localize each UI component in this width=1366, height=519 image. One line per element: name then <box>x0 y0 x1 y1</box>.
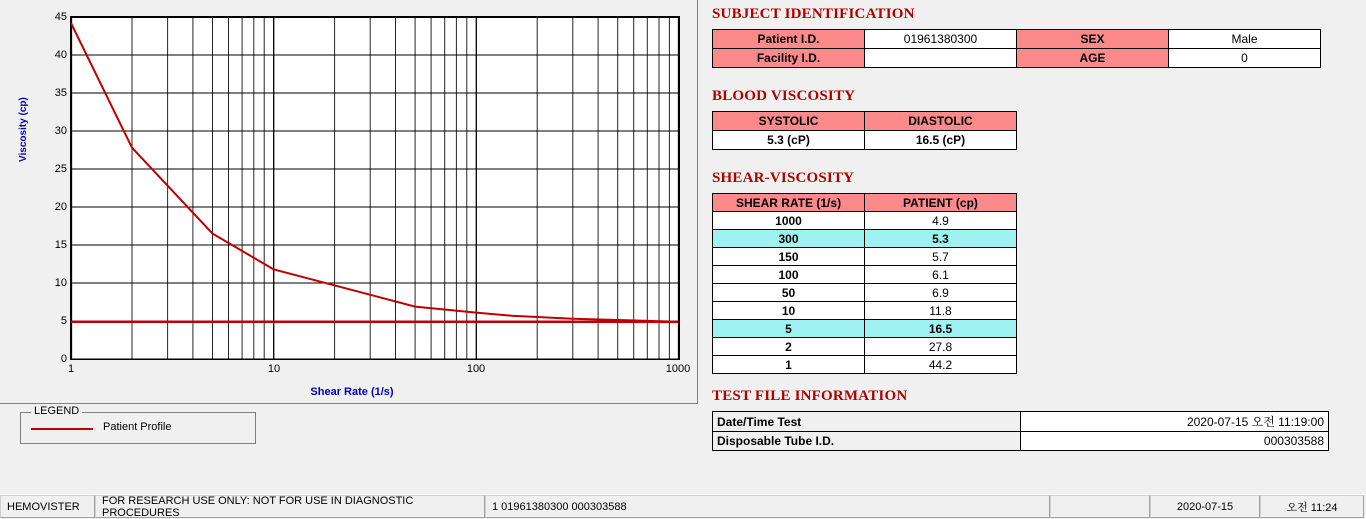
table-row <box>713 302 1017 320</box>
patient-cell: 27.8 <box>865 338 1017 356</box>
shear-rate-cell: 300 <box>713 230 865 248</box>
table-row <box>713 320 1017 338</box>
patient-id-value: 01961380300 <box>865 30 1017 49</box>
patient-cell: 4.9 <box>865 212 1017 230</box>
date-time-test-label: Date/Time Test <box>713 412 1021 432</box>
table-row <box>713 30 1321 49</box>
plot-area <box>54 11 691 375</box>
systolic-value: 5.3 (cP) <box>713 131 865 150</box>
y-tick-10: 10 <box>54 277 67 289</box>
y-tick-35: 35 <box>54 87 67 99</box>
patient-cell: 44.2 <box>865 356 1017 374</box>
table-row <box>713 230 1017 248</box>
x-tick-100: 100 <box>466 363 486 375</box>
blood-viscosity-title: BLOOD VISCOSITY <box>712 88 856 104</box>
shear-rate-cell: 1 <box>713 356 865 374</box>
patient-cell: 5.3 <box>865 230 1017 248</box>
x-tick-1: 1 <box>67 363 75 375</box>
report-panel <box>712 6 1360 451</box>
status-identifiers: 1 01961380300 000303588 <box>485 495 1050 518</box>
shear-rate-cell: 50 <box>713 284 865 302</box>
legend-item-label: Patient Profile <box>103 421 172 433</box>
table-row <box>713 266 1017 284</box>
legend-title: LEGEND <box>31 405 82 417</box>
chart-grid-and-series <box>71 17 679 359</box>
x-tick-1000: 1000 <box>665 363 691 375</box>
table-row <box>713 248 1017 266</box>
date-time-test-value: 2020-07-15 오전 11:19:00 <box>1021 412 1329 432</box>
status-time: 오전 11:24 <box>1260 495 1364 518</box>
status-bar <box>0 494 1366 518</box>
y-tick-15: 15 <box>54 239 67 251</box>
diastolic-header: DIASTOLIC <box>865 112 1017 131</box>
table-row <box>713 49 1321 68</box>
diastolic-value: 16.5 (cP) <box>865 131 1017 150</box>
patient-header: PATIENT (cp) <box>865 194 1017 212</box>
table-header-row <box>713 194 1017 212</box>
systolic-header: SYSTOLIC <box>713 112 865 131</box>
y-tick-0: 0 <box>60 353 67 365</box>
facility-id-label: Facility I.D. <box>713 49 865 68</box>
y-tick-30: 30 <box>54 125 67 137</box>
table-row <box>713 412 1329 432</box>
y-tick-20: 20 <box>54 201 67 213</box>
table-row <box>713 356 1017 374</box>
shear-rate-cell: 100 <box>713 266 865 284</box>
x-tick-10: 10 <box>267 363 281 375</box>
shear-rate-cell: 150 <box>713 248 865 266</box>
test-file-information-table <box>712 411 1329 451</box>
status-research-notice: FOR RESEARCH USE ONLY: NOT FOR USE IN DIAGNOSTIC PROCEDURES <box>95 495 485 518</box>
y-axis-label: Viscosity (cp) <box>18 97 29 162</box>
shear-viscosity-table <box>712 193 1017 374</box>
table-row <box>713 112 1017 131</box>
disposable-tube-id-label: Disposable Tube I.D. <box>713 432 1021 451</box>
table-row <box>713 212 1017 230</box>
patient-cell: 6.1 <box>865 266 1017 284</box>
shear-rate-cell: 1000 <box>713 212 865 230</box>
sex-value: Male <box>1169 30 1321 49</box>
table-row <box>713 131 1017 150</box>
patient-id-label: Patient I.D. <box>713 30 865 49</box>
shear-viscosity-title: SHEAR-VISCOSITY <box>712 170 855 186</box>
legend-color-swatch <box>31 428 93 430</box>
disposable-tube-id-value: 000303588 <box>1021 432 1329 451</box>
y-tick-45: 45 <box>54 11 67 23</box>
sex-label: SEX <box>1017 30 1169 49</box>
age-label: AGE <box>1017 49 1169 68</box>
table-row <box>713 284 1017 302</box>
subject-identification-table <box>712 29 1321 68</box>
plot-container <box>18 11 691 398</box>
shear-rate-cell: 2 <box>713 338 865 356</box>
y-tick-5: 5 <box>60 315 67 327</box>
shear-rate-header: SHEAR RATE (1/s) <box>713 194 865 212</box>
patient-cell: 16.5 <box>865 320 1017 338</box>
facility-id-value <box>865 49 1017 68</box>
shear-rate-cell: 5 <box>713 320 865 338</box>
y-tick-40: 40 <box>54 49 67 61</box>
chart-panel <box>0 0 698 404</box>
patient-cell: 6.9 <box>865 284 1017 302</box>
test-file-information-title: TEST FILE INFORMATION <box>712 388 908 404</box>
y-tick-25: 25 <box>54 163 67 175</box>
status-date: 2020-07-15 <box>1150 495 1260 518</box>
table-row <box>713 338 1017 356</box>
shear-rate-cell: 10 <box>713 302 865 320</box>
table-row <box>713 432 1329 451</box>
blood-viscosity-table <box>712 111 1017 150</box>
chart-legend <box>20 405 256 444</box>
x-axis-label: Shear Rate (1/s) <box>310 386 394 398</box>
subject-identification-title: SUBJECT IDENTIFICATION <box>712 6 915 22</box>
patient-cell: 11.8 <box>865 302 1017 320</box>
patient-cell: 5.7 <box>865 248 1017 266</box>
status-blank-cell <box>1050 495 1150 518</box>
status-app-name: HEMOVISTER <box>0 495 95 518</box>
age-value: 0 <box>1169 49 1321 68</box>
